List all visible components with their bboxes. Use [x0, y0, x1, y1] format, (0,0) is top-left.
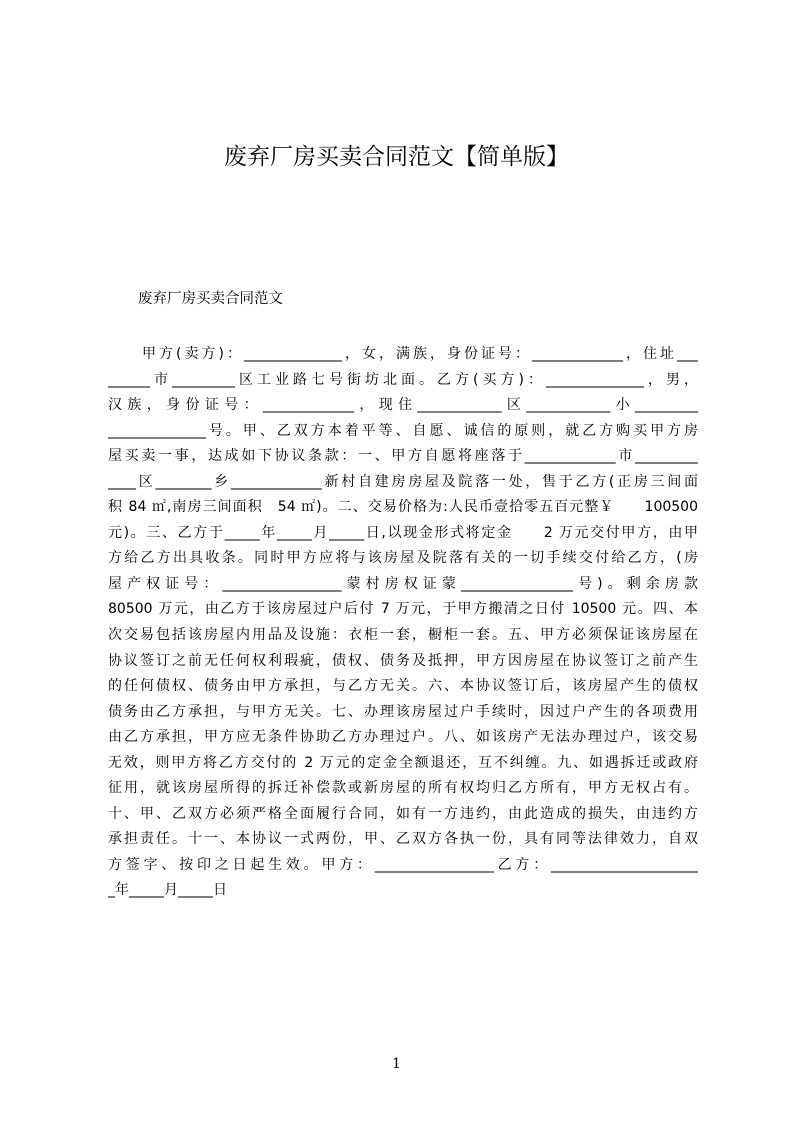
body-line: 征用，就该房屋所得的拆迁补偿款或新房屋的所有权均归乙方所有，甲方无权占有。 [108, 780, 698, 797]
page-number: 1 [392, 1056, 401, 1072]
document-subtitle: 废弃厂房买卖合同范文 [138, 291, 283, 307]
body-line: 无效，则甲方将乙方交付的 2 万元的定金全额退还，互不纠缠。九、如遇拆迁或政府 [108, 754, 698, 771]
body-line: 元)。三、乙方于_____年_____月_____日,以现金形式将定金 2 万元交付甲方，由甲 [108, 524, 698, 541]
body-line: 汉族，身份证号：_____________，现住____________区____________小_________ [108, 397, 698, 414]
body-line: 屋产权证号：_________________蒙村房权证蒙________________号)。剩余房款 [108, 575, 698, 592]
body-line: 十、甲、乙双方必须严格全面履行合同，如有一方违约，由此造成的损失，由违约方 [108, 805, 698, 822]
body-line: 债务由乙方承担，与甲方无关。七、办理该房屋过户手续时，因过户产生的各项费用 [108, 703, 698, 720]
contract-body [108, 342, 698, 904]
body-line: 积 84 ㎡,南房三间面积 54 ㎡)。二、交易价格为:人民币壹拾零五百元整￥ 100500 [108, 499, 698, 516]
body-line: ____区________乡_____________新村自建房房屋及院落一处，售于乙方(正房三间面 [108, 473, 698, 490]
body-line: 次交易包括该房屋内用品及设施：衣柜一套，橱柜一套。五、甲方必须保证该房屋在 [108, 627, 698, 644]
body-line: 由乙方承担，甲方应无条件协助乙方办理过户。八、如该房产无法办理过户，该交易 [108, 729, 698, 746]
body-line: 的任何债权、债务由甲方承担，与乙方无关。六、本协议签订后，该房屋产生的债权 [108, 678, 698, 695]
body-line-last: _年_____月_____日 [108, 882, 227, 899]
body-line: 甲方(卖方)：______________，女，满族，身份证号：_____________，住址___ [108, 346, 698, 362]
body-line: 80500 万元，由乙方于该房屋过户后付 7 万元，于甲方搬清之日付 10500 元。四、本 [108, 601, 698, 618]
body-line: ______市_________区工业路七号街坊北面。乙方(买方)：______________，男， [108, 371, 698, 388]
body-line: 方给乙方出具收条。同时甲方应将与该房屋及院落有关的一切手续交付给乙方，(房 [108, 550, 698, 567]
body-line: 方签字、按印之日起生效。甲方：_________________乙方：_____________________ [108, 856, 698, 873]
document-title: 废弃厂房买卖合同范文【简单版】 [224, 144, 569, 170]
body-line: 协议签订之前无任何权利瑕疵，债权、债务及抵押，甲方因房屋在协议签订之前产生 [108, 652, 698, 669]
body-line: 屋买卖一事，达成如下协议条款：一、甲方自愿将座落于_____________市_________ [108, 448, 698, 465]
body-line: 承担责任。十一、本协议一式两份，甲、乙双方各执一份，具有同等法律效力，自双 [108, 831, 698, 848]
body-line: ______________号。甲、乙双方本着平等、自愿、诚信的原则，就乙方购买甲方房 [108, 422, 698, 439]
